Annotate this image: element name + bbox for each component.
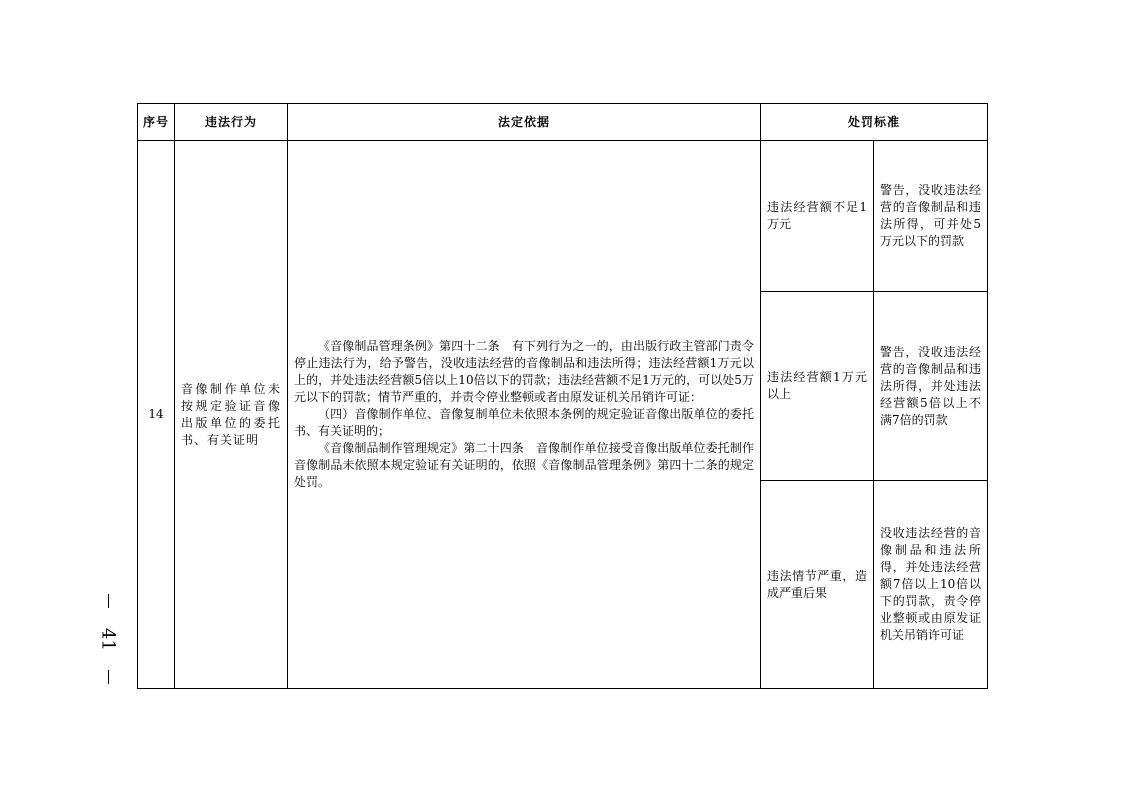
- header-no: 序号: [138, 104, 175, 141]
- page-number-text: 41: [97, 627, 119, 651]
- penalty-condition: 违法经营额不足1万元: [761, 141, 874, 292]
- header-basis: 法定依据: [288, 104, 761, 141]
- penalty-standard: 警告，没收违法经营的音像制品和违法所得，并处违法经营额5倍以上不满7倍的罚款: [874, 292, 988, 481]
- header-row: [138, 104, 988, 141]
- page-number-dash: [108, 670, 109, 684]
- basis-paragraph: 《音像制品管理条例》第四十二条 有下列行为之一的，由出版行政主管部门责令停止违法行为，给予警告，没收违法经营的音像制品和违法所得；违法经营额1万元以上的，并处违法经营额5倍以上10倍以下的罚款；违法经营额不足1万元的，可以处5万元以下的罚款；情节严重的，并责令停业整顿或者由原发证机关吊销许可证：: [294, 339, 754, 404]
- header-penalty: 处罚标准: [761, 104, 988, 141]
- penalty-condition: 违法经营额1万元以上: [761, 292, 874, 481]
- violation-cell: 音像制作单位未按规定验证音像出版单位的委托书、有关证明: [175, 141, 288, 689]
- penalty-standard: 警告，没收违法经营的音像制品和违法所得，可并处5万元以下的罚款: [874, 141, 988, 292]
- header-act: 违法行为: [175, 104, 288, 141]
- basis-paragraph: （四）音像制作单位、音像复制单位未依照本条例的规定验证音像出版单位的委托书、有关证明的；: [294, 407, 754, 438]
- penalty-condition: 违法情节严重，造成严重后果: [761, 481, 874, 689]
- page-number-dash: [108, 594, 109, 608]
- row-number: 14: [138, 141, 175, 689]
- table-row: [138, 141, 988, 292]
- legal-basis-cell: [288, 141, 761, 689]
- penalty-table: [137, 103, 988, 689]
- basis-paragraph: 《音像制品制作管理规定》第二十四条 音像制作单位接受音像出版单位委托制作音像制品未依照本规定验证有关证明的，依照《音像制品管理条例》第四十二条的规定处罚。: [294, 441, 754, 489]
- penalty-standard: 没收违法经营的音像制品和违法所得，并处违法经营额7倍以上10倍以下的罚款，责令停业整顿或由原发证机关吊销许可证: [874, 481, 988, 689]
- page-number: [88, 594, 128, 684]
